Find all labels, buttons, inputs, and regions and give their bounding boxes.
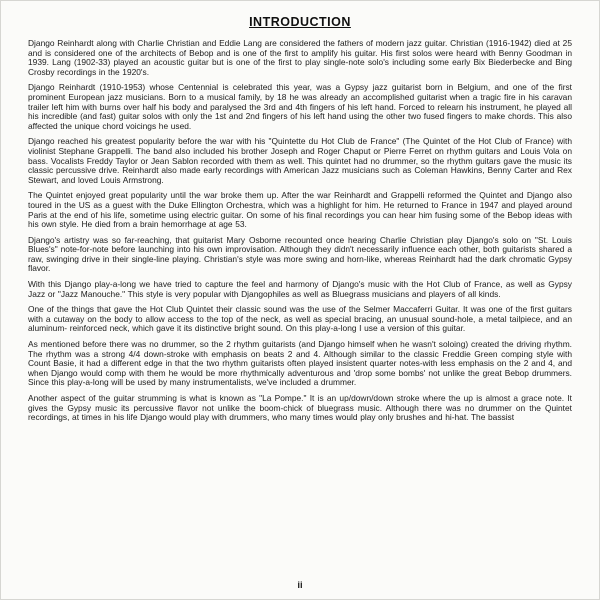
paragraph: Another aspect of the guitar strumming is what is known as "La Pompe." It is an up/down/down stroke where the up is almost a grace note. It gives the Gypsy music its percussive flavor not unlike the boom-chick of bluegrass music. Although there was no drummer on the Quintet recordings, at times in his life Django would play with drummers, who many times would play only brushes and hi-hat. The bassist	[28, 393, 572, 423]
page-title: INTRODUCTION	[249, 15, 351, 29]
page-number: ii	[297, 580, 303, 591]
paragraph: Django Reinhardt (1910-1953) whose Centennial is celebrated this year, was a Gypsy jazz guitarist born in Belgium, and one of the first prominent European jazz musicians. Born to a musical family, by 18 he was already an accomplished guitarist when a tragic fire in his caravan trailer left him with burns over half his body and paralysed the 3rd and 4th fingers of his left hand. Forced to relearn his instrument, he played all his incredible (and fast) guitar solos with only the 1st and 2nd fingers of his left hand using the other two fused fingers to make chords. This also affected the unique chord voicings he used.	[28, 82, 572, 131]
paragraph: With this Django play-a-long we have tried to capture the feel and harmony of Django's music with the Hot Club of France, as well as Gypsy Jazz or "Jazz Manouche." This style is very popular with Djangophiles as well as Bluegrass musicians and players of all kinds.	[28, 279, 572, 299]
paragraph: Django's artistry was so far-reaching, that guitarist Mary Osborne recounted once hearing Charlie Christian play Django's solo on "St. Louis Blues's" note-for-note before launching into his own improvisation. Although they didn't necessarily influence each other, both guitarists shared a raw, swinging drive in their single-line playing. Christian's style was more swing and horn-like, whereas Reinhardt had the dark chromatic Gypsy flavor.	[28, 234, 572, 274]
paragraph: Django Reinhardt along with Charlie Christian and Eddie Lang are considered the fathers of modern jazz guitar. Christian (1916-1942) died at 25 and is considered one of the architects of Bebop and is one of the first to amplify his guitar. His first solos were heard with Benny Goodman in 1939. Lang (1902-33) played an acoustic guitar but is one of the first to play single-note solo's including some early Bix Biederbecke and Bing Crosby recordings in the 1920's.	[28, 38, 572, 77]
paragraph: Django reached his greatest popularity before the war with his "Quintette du Hot Club de France" (The Quintet of the Hot Club of France) with violinist Stephane Grappelli. The band also included his brother Joseph and Roger Chaput or Pierre Ferret on rhythm guitars and Louis Vola on bass. Vocalists Freddy Taylor or Jean Sablon recorded with them as well. This quintet had no drummer, so the rhythm guitars gave the music its classic percussive drive. Reinhardt also made early recordings with American Jazz musicians such as Coleman Hawkins, Benny Carter and Rex Stewart, and loved Louis Armstrong.	[28, 136, 572, 185]
paragraph: As mentioned before there was no drummer, so the 2 rhythm guitarists (and Django himself when he wasn't soloing) created the driving rhythm. The rhythm was a strong 4/4 down-stroke with emphasis on beats 2 and 4. Although similar to the classic Freddie Green comping style with Count Basie, it had a different edge in that the two rhythm guitarists often played insistent quarter notes-with less emphasis on the 2 and 4, and when Django would comp with them he would be more rhythmically adventurous and 'drop some bombs' not unlike the great Bebop drummers. Since this play-a-long will be used by many instrumentalists, we've included a drummer.	[28, 339, 572, 388]
body-text	[28, 39, 572, 423]
paragraph: One of the things that gave the Hot Club Quintet their classic sound was the use of the Selmer Maccaferri Guitar. It was one of the first guitars with a cutaway on the body to allow access to the top of the neck, as well as special bracing, an unusual sound-hole, a metal tailpiece, and an aluminum- reinforced neck, which gave it its distinctive bright sound. On this play-a-long I use a version of this guitar.	[28, 304, 572, 334]
paragraph: The Quintet enjoyed great popularity until the war broke them up. After the war Reinhardt and Grappelli reformed the Quintet and Django also toured in the US as a guest with the Duke Ellington Orchestra, which was a highlight for him. He returned to France in 1947 and played around Paris at the end of his life, sometime using electric guitar. On some of his final recordings you can hear him fusing some of the Bebop ideas with his own style. He died from a brain hemorrhage at age 53.	[28, 190, 572, 230]
